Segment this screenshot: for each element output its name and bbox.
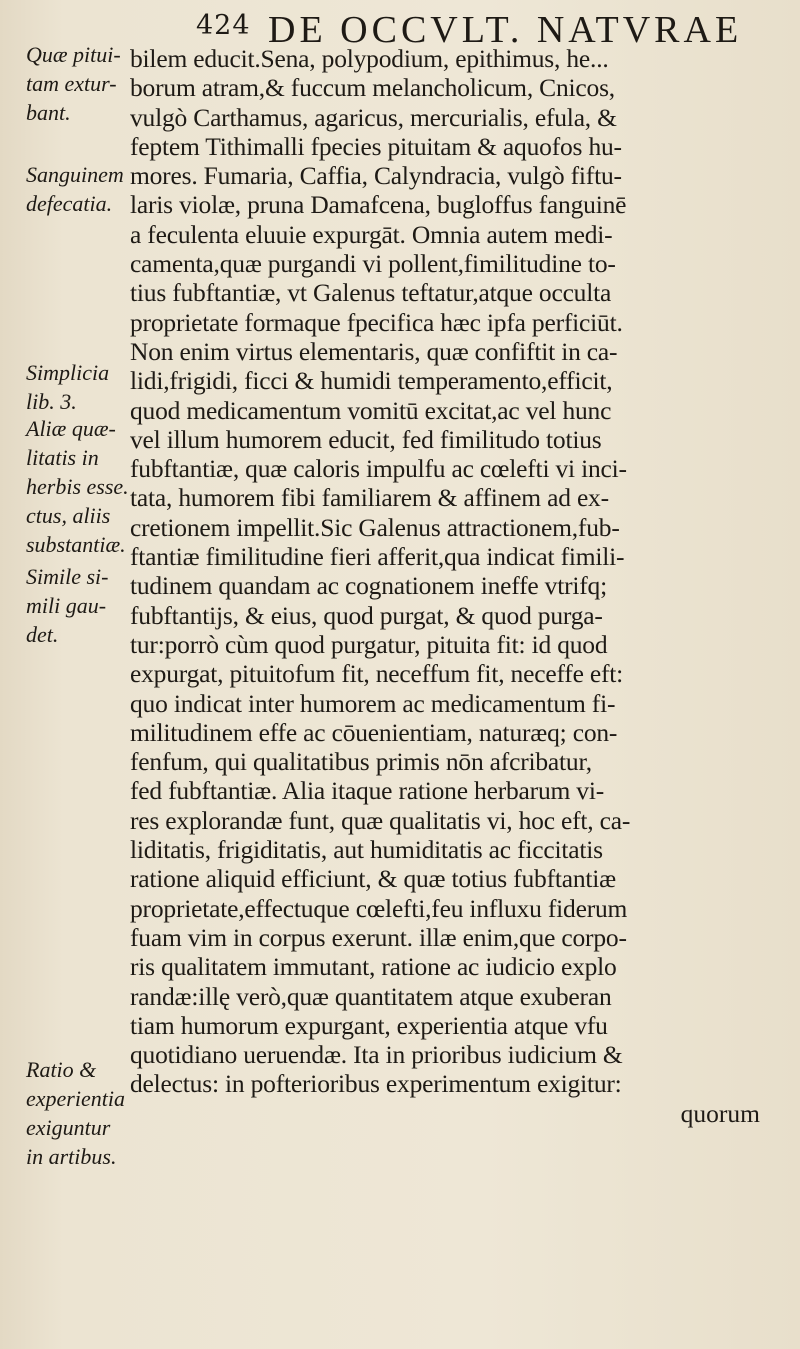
margin-note-line: Simile si- [26, 564, 109, 589]
text-line: res explorandæ funt, quæ qualitatis vi, hoc eft, ca- [130, 805, 631, 835]
text-line: vel illum humorem educit, fed fimilitudo totius [130, 424, 602, 454]
margin-note [26, 562, 136, 649]
text-line: Non enim virtus elementaris, quæ confiftit in ca- [130, 336, 618, 366]
text-line: tur:porrò cùm quod purgatur, pituita fit: id quod [130, 629, 608, 659]
text-line: camenta,quæ purgandi vi pollent,fimilitudine to- [130, 249, 616, 279]
text-line: tudinem quandam ac cognationem ineffe vtrifq; [130, 571, 607, 601]
margin-note-line: substantiæ. [26, 532, 126, 557]
main-text-block [130, 44, 790, 1128]
text-line: quod medicamentum vomitū excitat,ac vel hunc [130, 395, 612, 425]
margin-note-line: exiguntur [26, 1115, 111, 1140]
margin-note-line: in artibus. [26, 1144, 117, 1169]
margin-note-line: mili gau- [26, 593, 107, 618]
text-line: fed fubftantiæ. Alia itaque ratione herbarum vi- [130, 776, 605, 806]
text-line: randæ:illę verò,quæ quantitatem atque exuberan [130, 981, 612, 1011]
margin-note-line: Aliæ quæ- [26, 416, 116, 441]
text-line: bilem educit.Sena, polypodium, epithimus, he... [130, 44, 609, 73]
text-line: expurgat, pituitofum fit, neceffum fit, neceffe eft: [130, 659, 624, 689]
margin-note-line: det. [26, 622, 59, 647]
margin-note-line: experientia [26, 1086, 125, 1111]
margin-note [26, 358, 136, 416]
margin-note-line: tam extur- [26, 71, 117, 96]
text-line: fubftantiæ, quæ caloris impulfu ac cœlefti vi inci- [130, 454, 627, 484]
text-line: quo indicat inter humorem ac medicamentum fi- [130, 688, 616, 718]
text-line: a feculenta eluuie expurgāt. Omnia autem medi- [130, 219, 613, 249]
margin-note-line: herbis esse. [26, 474, 129, 499]
margin-note [26, 414, 136, 559]
margin-note-line: Quæ pitui- [26, 42, 121, 67]
text-line: cretionem impellit.Sic Galenus attractionem,fub- [130, 512, 620, 542]
running-head: DE OCCVLT. NATVRAE [268, 9, 743, 51]
text-line: liditatis, frigiditatis, aut humiditatis ac ficcitatis [130, 835, 603, 865]
margin-note-line: ctus, aliis [26, 503, 111, 528]
margin-note-line: Simplicia [26, 360, 110, 385]
text-line: ris qualitatem immutant, ratione ac iudicio explo [130, 952, 617, 982]
text-line: fubftantijs, & eius, quod purgat, & quod purga- [130, 600, 603, 630]
text-line: tata, humorem fibi familiarem & affinem ad ex- [130, 483, 609, 513]
text-line: lidi,frigidi, ficci & humidi temperamento,efficit, [130, 366, 613, 396]
margin-note-line: litatis in [26, 445, 99, 470]
text-line: ftantiæ fimilitudine fieri afferit,qua indicat fimili- [130, 542, 625, 572]
text-line: feptem Tithimalli fpecies pituitam & aquofos hu- [130, 131, 622, 161]
text-line: vulgò Carthamus, agaricus, mercurialis, efula, & [130, 102, 617, 132]
text-line: borum atram,& fuccum melancholicum, Cnicos, [130, 73, 615, 103]
text-line: quotidiano ueruendæ. Ita in prioribus iudicium & [130, 1040, 623, 1070]
margin-note-line: bant. [26, 100, 71, 125]
margin-note-line: lib. 3. [26, 389, 77, 414]
page-number: 424 [196, 10, 251, 41]
margin-note-line: Ratio & [26, 1057, 97, 1082]
text-line: ratione aliquid efficiunt, & quæ totius fubftantiæ [130, 864, 616, 894]
text-line: proprietate,effectuque cœlefti,feu influxu fiderum [130, 893, 628, 923]
margin-note-line: defecatia. [26, 191, 113, 216]
margin-note-line: Sanguinem [26, 162, 124, 187]
text-line: tiam humorum expurgant, experientia atque vfu [130, 1010, 608, 1040]
text-line: fuam vim in corpus exerunt. illæ enim,que corpo- [130, 922, 627, 952]
text-line: tius fubftantiæ, vt Galenus teftatur,atque occulta [130, 278, 612, 308]
catchword: quorum [680, 1098, 760, 1128]
text-line: delectus: in pofterioribus experimentum exigitur: [130, 1069, 622, 1099]
margin-note [26, 160, 136, 218]
text-line: fenfum, qui qualitatibus primis nōn afcribatur, [130, 747, 592, 777]
marginal-notes [0, 0, 130, 1349]
text-line: laris violæ, pruna Damafcena, bugloffus fanguinē [130, 190, 627, 220]
margin-note [26, 1055, 136, 1171]
text-line: proprietate formaque fpecifica hæc ipfa perficiūt. [130, 307, 623, 337]
text-line: mores. Fumaria, Caffia, Calyndracia, vulgò fiftu- [130, 161, 622, 191]
margin-note [26, 40, 136, 127]
text-line: militudinem effe ac cōuenientiam, naturæq; con- [130, 717, 618, 747]
